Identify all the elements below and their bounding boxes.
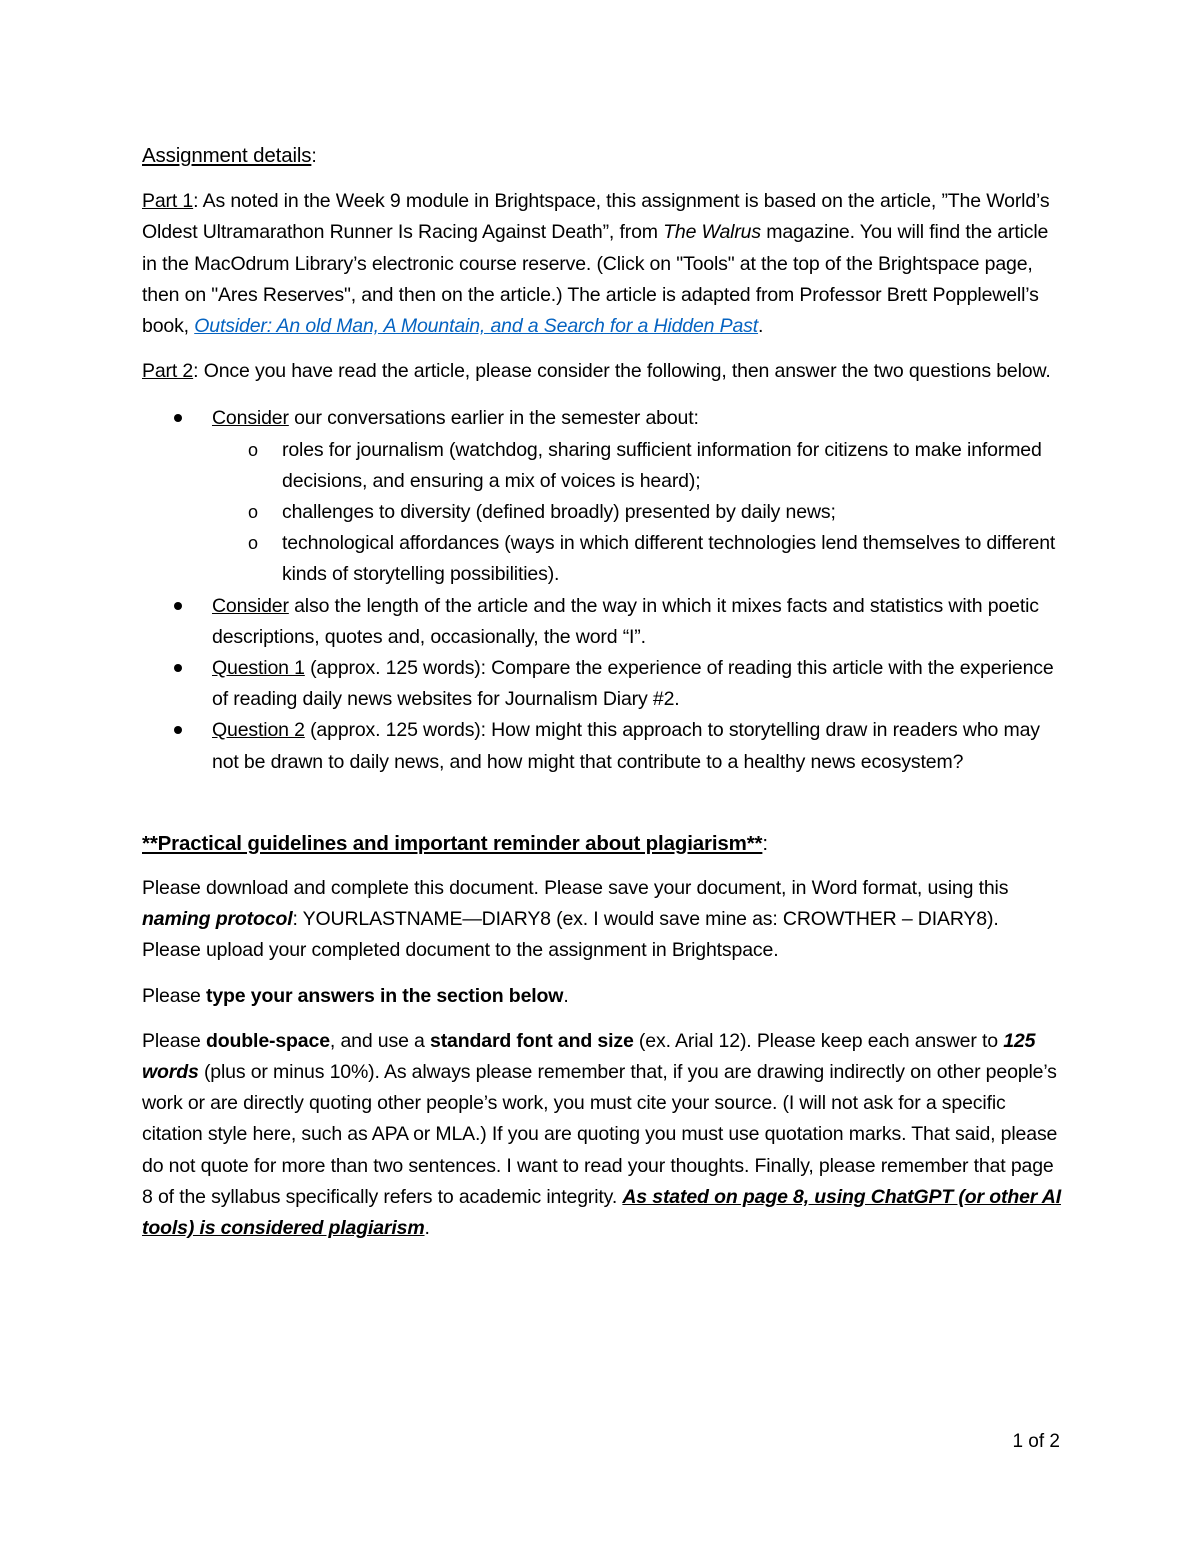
heading-colon: : <box>311 145 317 167</box>
question2-text: (approx. 125 words): How might this approach to storytelling draw in readers who may not be drawn to daily news, and how might that contribute to a healthy news ecosystem? <box>212 719 1040 773</box>
p3-text-b: , and use a <box>329 1029 431 1052</box>
guidelines-heading-colon: : <box>762 831 768 855</box>
part2-paragraph <box>142 356 1062 387</box>
question1-label: Question 1 <box>212 657 305 680</box>
p1-text-b: : YOURLASTNAME—DIARY8 (ex. I would save mine as: CROWTHER – DIARY8). Please upload your completed document to the assignment in Brightspace. <box>142 908 999 962</box>
guidelines-heading-text: **Practical guidelines and important reminder about plagiarism** <box>142 831 763 855</box>
guidelines-paragraph-1 <box>142 873 1062 967</box>
question2-label: Question 2 <box>212 719 305 742</box>
document-body <box>142 140 1062 1258</box>
p3-text-a: Please <box>142 1029 206 1052</box>
sub-list-item <box>212 497 1062 528</box>
magazine-name: The Walrus <box>663 221 761 244</box>
bullet-icon <box>174 602 182 610</box>
bullet2-label: Consider <box>212 594 289 617</box>
sub-item-text: roles for journalism (watchdog, sharing sufficient information for citizens to make informed decisions, and ensuring a mix of voices is heard); <box>282 438 1042 492</box>
circle-bullet-icon: o <box>248 533 258 554</box>
guidelines-heading <box>142 828 1062 859</box>
list-item <box>142 653 1062 715</box>
circle-bullet-icon: o <box>248 439 258 460</box>
part1-label: Part 1 <box>142 190 194 213</box>
bullet1-label: Consider <box>212 407 289 430</box>
book-link[interactable]: Outsider: An old Man, A Mountain, and a Search for a Hidden Past <box>194 315 759 338</box>
p2-text-a: Please <box>142 984 206 1007</box>
bullet-icon <box>174 726 182 734</box>
part1-colon: : <box>193 190 199 213</box>
p2-text-b: . <box>563 984 569 1007</box>
sub-list-item <box>212 528 1062 590</box>
sub-list-item <box>212 435 1062 497</box>
guidelines-paragraph-3 <box>142 1026 1062 1244</box>
considerations-list <box>142 403 1062 777</box>
sub-item-text: challenges to diversity (defined broadly) presented by daily news; <box>282 501 836 524</box>
circle-bullet-icon: o <box>248 502 258 523</box>
bullet2-text: also the length of the article and the way in which it mixes facts and statistics with poetic descriptions, quotes and, occasionally, the word “I”. <box>212 594 1039 648</box>
part1-text-a: As noted in the Week 9 module in Brightspace, this assignment is based on the article, ”The World’s Oldest Ultramarathon Runner Is Racing Against Death”, from <box>142 190 1050 244</box>
guidelines-paragraph-2 <box>142 981 1062 1012</box>
question1-text: (approx. 125 words): Compare the experience of reading this article with the experience of reading daily news websites for Journalism Diary #2. <box>212 657 1054 711</box>
page-number: 1 of 2 <box>1012 1431 1060 1452</box>
type-answers-emphasis: type your answers in the section below <box>206 984 564 1007</box>
bullet1-text: our conversations earlier in the semester about: <box>288 407 699 430</box>
part2-colon: : <box>193 360 199 383</box>
p1-text-a: Please download and complete this document. Please save your document, in Word format, using this <box>142 877 1009 900</box>
part2-text: Once you have read the article, please consider the following, then answer the two questions below. <box>198 360 1051 383</box>
bullet-icon <box>174 414 182 422</box>
part2-label: Part 2 <box>142 360 194 383</box>
p3-text-c: (ex. Arial 12). Please keep each answer to <box>633 1029 1004 1052</box>
double-space-emphasis: double-space <box>206 1029 330 1052</box>
list-item <box>142 715 1062 777</box>
part1-text-c: . <box>758 315 764 338</box>
spacer <box>142 778 1062 828</box>
sub-item-text: technological affordances (ways in which different technologies lend themselves to different kinds of storytelling possibilities). <box>282 532 1056 586</box>
naming-protocol: naming protocol <box>142 908 293 931</box>
assignment-details-heading <box>142 140 1062 172</box>
plagiarism-warning: As stated on page 8, using ChatGPT (or other AI tools) is considered plagiarism <box>142 1185 1061 1240</box>
list-item <box>142 591 1062 653</box>
font-size-emphasis: standard font and size <box>430 1029 634 1052</box>
part1-paragraph <box>142 186 1062 342</box>
word-count-emphasis: 125 words <box>142 1029 1036 1084</box>
bullet-icon <box>174 664 182 672</box>
p3-text-d: (plus or minus 10%). As always please remember that, if you are drawing indirectly on other people’s work or are directly quoting other people’s work, you must cite your source. (I will not ask for a specific citation style here, such as APA or MLA.) If you are quoting you must use quotation marks. That said, please do not quote for more than two sentences. I want to read your thoughts. Finally, please remember that page 8 of the syllabus specifically refers to academic integrity. <box>142 1061 1058 1208</box>
list-item <box>142 403 1062 590</box>
p3-text-e: . <box>424 1217 430 1240</box>
part1-text-b: magazine. You will find the article in the MacOdrum Library’s electronic course reserve. (Click on "Tools" at the top of the Brightspace page, then on "Ares Reserves", and then on the article.) The article is adapted from Professor Brett Popplewell’s book, <box>142 221 1049 338</box>
sub-list <box>212 435 1062 591</box>
heading-text: Assignment details <box>142 144 312 167</box>
